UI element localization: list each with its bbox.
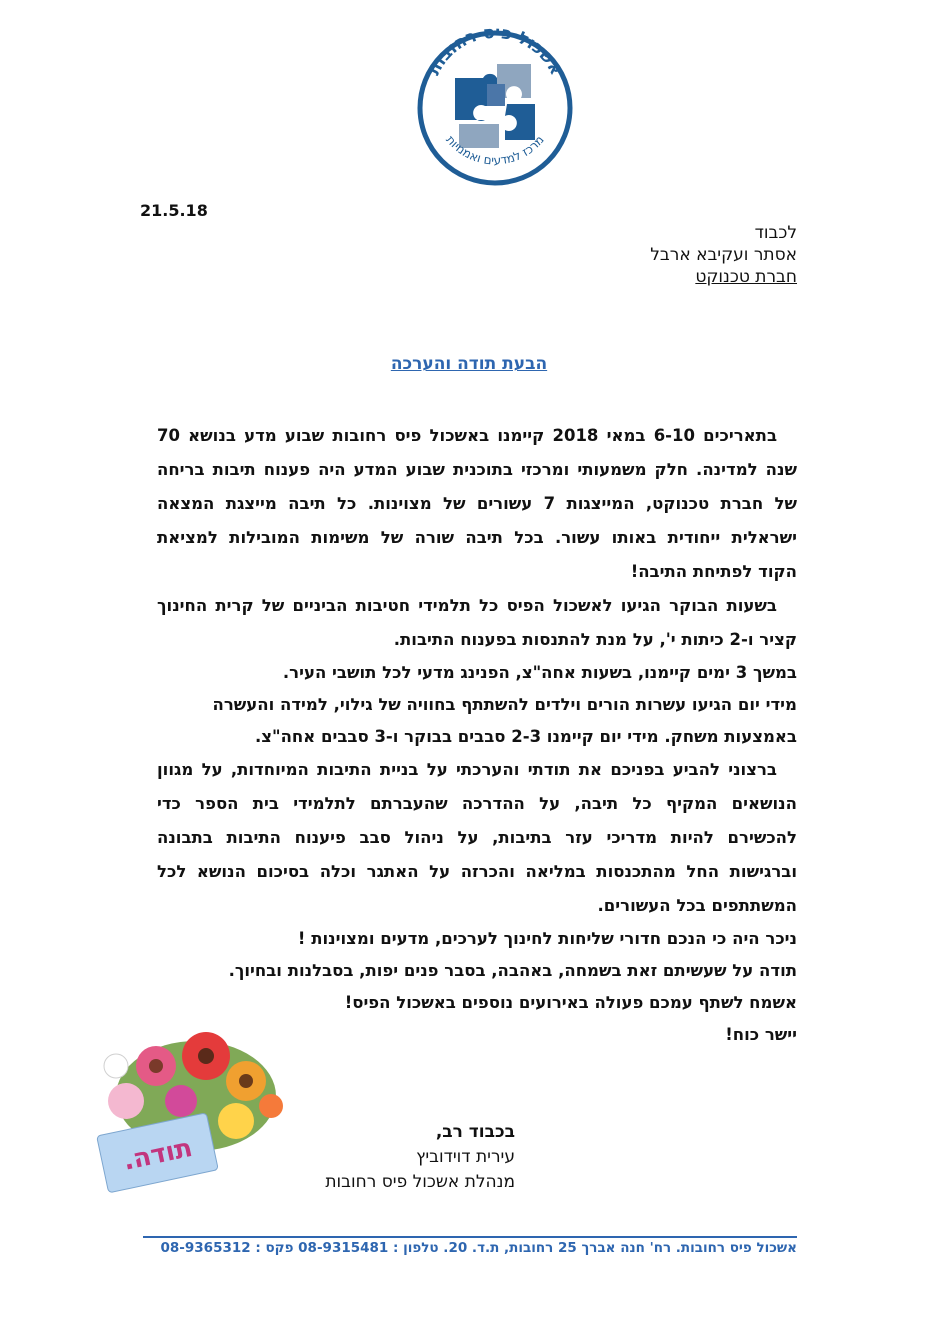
- logo-name: אשכול פיס רחובות: [424, 22, 566, 79]
- letter-body: [157, 419, 797, 1051]
- body-line: המשתתפים בכל העשורים.: [597, 896, 797, 915]
- body-line: להכשירם להיות מדריכי עזר בתיבות, על ניהול סבב פיענוח התיבות בתבונה: [157, 828, 797, 847]
- body-line: תודה על שעשיתם זאת בשמחה, באהבה, בסבר פנים יפות, בסבלנות ובחיוך.: [228, 961, 797, 980]
- body-line: קציר ו-2 כיתות י', על מנת להתנסות בפענוח התיבות.: [393, 630, 797, 649]
- footer-divider: [143, 1236, 797, 1238]
- thank-you-card: [97, 1113, 219, 1193]
- letter-date: 21.5.18: [140, 201, 208, 220]
- body-line: הנושאים המקיף כל תיבה, על ההדרכה שהעברתם לתלמידי בית הספר כדי: [157, 794, 797, 813]
- closing: בכבוד רב,: [435, 1122, 515, 1142]
- footer-contact: אשכול פיס רחובות. רח' חנה אברך 25 רחובות, ת.ד. 20. טלפון : 08-9315481 פקס : 08-9365312: [160, 1240, 797, 1256]
- body-line: בשעות הבוקר הגיעו לאשכול הפיס כל תלמידי חטיבות הביניים של קרית החינוך: [157, 596, 777, 615]
- thank-you-flowers-image: [86, 1026, 286, 1196]
- body-line: ברצוני להביע בפניכם את תודתי והערכתי על בניית התיבות המיוחדות, על מגוון: [157, 760, 777, 779]
- body-line: בתאריכים 6-10 במאי 2018 קיימנו באשכול פיס רחובות שבוע מדע בנושא 70: [157, 426, 778, 445]
- body-line: של חברת טכנוקט, המייצגות 7 עשורים של מצוינות. כל תיבה מייצגת המצאה: [157, 494, 797, 513]
- salutation: לכבוד: [754, 223, 797, 243]
- body-line: ניכר היה כי הנכם חדורי שליחות לחינוך לערכים, מדעים ומצוינות !: [297, 929, 797, 948]
- body-line: ישראלית ייחודית באותו עשור. בכל תיבה שורה של משימות המובילות למציאת: [157, 528, 797, 547]
- logo: [415, 18, 575, 190]
- body-line: במשך 3 ימים קיימנו, בשעות אחה"צ, הפנינג מדעי לכל תושבי העיר.: [282, 663, 797, 682]
- signature-block: [290, 1120, 515, 1195]
- recipient-names: אסתר ועקיבא ארבל: [650, 245, 797, 265]
- body-line: שנה למדינה. חלק משמעותי ומרכזי בתוכנית שבוע המדע היה פענוח תיבות בריחה: [157, 460, 797, 479]
- letter-title: הבעת תודה והערכה: [390, 354, 548, 374]
- signer-title: מנהלת אשכול פיס רחובות: [325, 1172, 515, 1192]
- body-line: וברגישות החל מהתכנסות במליאה והכרזה על האתגר וכלה בסיכום הנושא לכל: [157, 862, 797, 881]
- logo-subtitle: מרכז למדעים ואמנויות: [443, 132, 547, 168]
- body-line: הקוד לפתיחת התיבה!: [630, 562, 797, 581]
- body-line: באמצעות משחק. מידי יום קיימנו 2-3 סבבים בבוקר ו-3 סבבים אחה"צ.: [254, 727, 797, 746]
- body-line: מידי יום הגיעו עשרות הורים וילדים להשתתף בחוויה של גילוי, למידה והעשרה: [212, 695, 797, 714]
- recipient-block: [397, 222, 797, 288]
- body-line: יישר כוח!: [725, 1025, 797, 1044]
- recipient-company: חברת טכנוקט: [695, 267, 797, 287]
- card-text: תודה.: [120, 1132, 196, 1177]
- body-line: אשמח לשתף עמכם פעולה באירועים נוספים באשכול הפיס!: [344, 993, 797, 1012]
- signer-name: עירית דוידוביץ: [416, 1147, 515, 1167]
